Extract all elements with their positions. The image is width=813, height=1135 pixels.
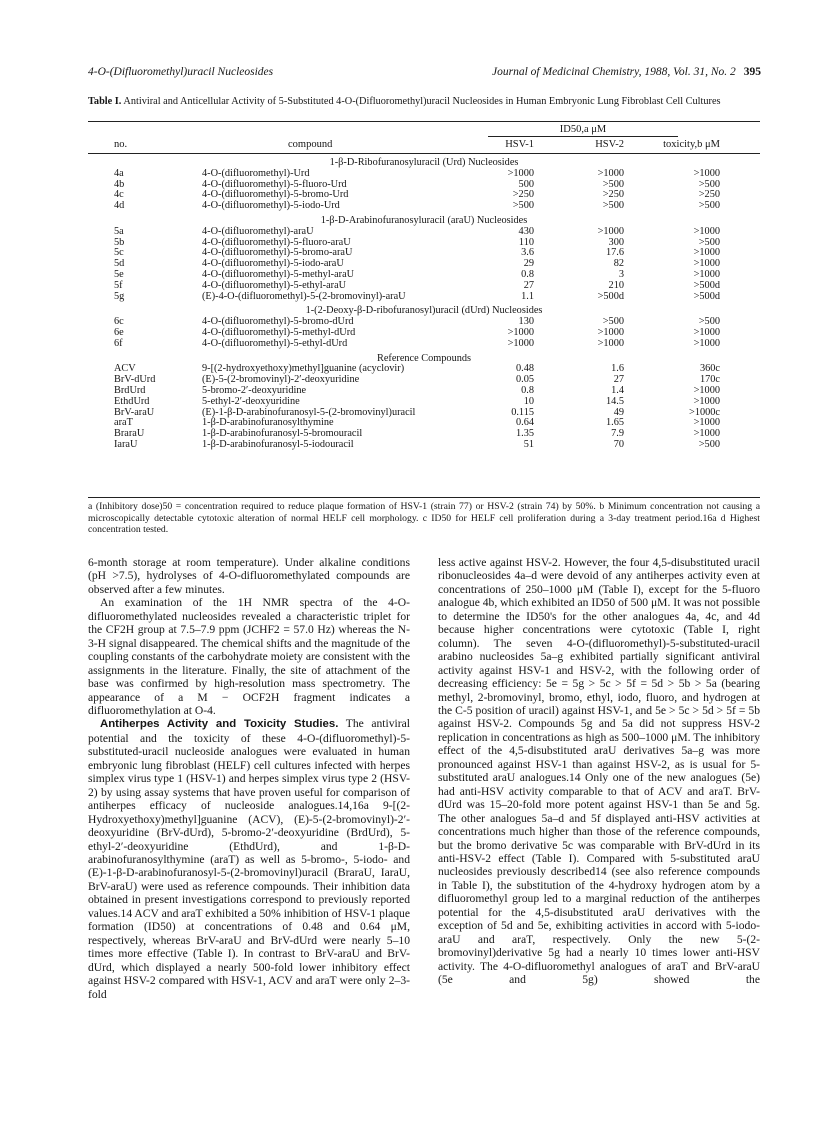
table-cell-no: 5b [114,236,125,248]
table-cell-hsv1: 110 [518,236,534,248]
table-cell-compound: 4-O-(difluoromethyl)-araU [202,225,314,237]
body-paragraph-with-subhead [88,717,410,1001]
table-cell-no: 4d [114,200,125,212]
table-cell-toxicity: >1000 [693,417,720,429]
body-paragraph: 6-month storage at room temperature). Under alkaline conditions (pH >7.5), hydrolyses of 4-O-difluoromethylated compounds are observed after a few minutes. [88,556,410,596]
table-cell-no: ACV [114,363,136,375]
table-cell-no: BrdUrd [114,385,146,396]
table-cell-toxicity: >500 [698,200,720,212]
group-header-id50: ID50,a μM [559,124,607,135]
table-cell-no: 5a [114,225,124,237]
table-cell-hsv1: 0.8 [521,385,534,396]
table-cell-toxicity: >500 [698,439,720,450]
table-cell-hsv1: 1.35 [515,428,534,440]
table-cell-toxicity: >1000 [693,167,720,179]
table-cell-toxicity: >500d [693,279,720,291]
table-cell-compound: 5-ethyl-2′-deoxyuridine [202,395,300,407]
table-footnote: a (Inhibitory dose)50 = concentration required to reduce plaque formation of HSV-1 (strain 77) or HSV-2 (strain 74) by 50%. b Minimum concentration not causing a microscopically detectable cytotoxic alteration of normal HELF cell morphology. c ID50 for HELF cell proliferation during a 3-day treatment period.16a d Highest concentration tested. [88,501,760,536]
table-cell-hsv2: >500 [602,316,624,328]
column-header-no: no. [114,139,128,150]
running-head-title: 4-O-(Difluoromethyl)uracil Nucleosides [88,66,274,78]
table-caption-text: Antiviral and Anticellular Activity of 5-Substituted 4-O-(Difluoromethyl)uracil Nucleosides in Human Embryonic Lung Fibroblast Cell Cultures [123,96,721,107]
data-table [88,121,760,499]
column-header-hsv2: HSV-2 [595,139,624,150]
table-cell-compound: 4-O-(difluoromethyl)-5-bromo-Urd [202,189,349,201]
table-cell-toxicity: 360c [699,363,720,375]
table-cell-hsv2: 1.4 [611,385,624,396]
table-cell-hsv1: 27 [523,279,534,291]
table-cell-toxicity: >1000c [689,406,720,418]
table-cell-hsv2: >500d [597,290,624,302]
table-cell-compound: 4-O-(difluoromethyl)-5-iodo-Urd [202,200,340,212]
table-cell-compound: 4-O-(difluoromethyl)-5-bromo-araU [202,247,353,259]
table-cell-hsv2: 300 [608,236,624,248]
table-cell-no: 5g [114,290,125,302]
table-cell-hsv2: 7.9 [611,428,624,440]
table-section-title: 1-(2-Deoxy-β-D-ribofuranosyl)uracil (dUrd) Nucleosides [305,305,543,317]
table-cell-hsv1: >500 [512,200,534,212]
table-cell-compound: 5-bromo-2′-deoxyuridine [202,385,307,396]
table-cell-compound: 1-β-D-arabinofuranosyl-5-bromouracil [202,428,363,440]
table-cell-hsv2: >1000 [597,167,624,179]
table-cell-no: BrV-dUrd [114,374,156,386]
table-cell-no: 5e [114,269,124,280]
table-bottom-rule [88,497,760,498]
table-cell-compound: 4-O-(difluoromethyl)-5-fluoro-Urd [202,178,347,190]
body-paragraph: less active against HSV-2. However, the four 4,5-disubstituted uracil ribonucleosides 4a–d were devoid of any antiherpes activity even at concentrations of 250–1000 μM (Table I), except for the 5-fluoro analogue 4b, which exhibited an ID50 of 500 μM. It was not possible to determine the ID50's for the other analogues 4a, 4c, and 4d because higher concentrations were cytotoxic (Table I, right column). The seven 4-O-(difluoromethyl)-5-substituted-uracil arabino nucleosides 5a–g exhibited partially significant antiviral activity against HSV-1 and HSV-2, with the following order of decreasing efficiency: 5e = 5g > 5c > 5f = 5d > 5b > 5a (bearing methyl, 2-bromovinyl, bromo, ethyl, iodo, fluoro, and hydrogen at the C-5 position of uracil) against HSV-1, and 5e > 5c > 5d > 5f = 5b against HSV-2. Compounds 5g and 5a did not suppress HSV-2 replication in concentrations as high as 500–1000 μM. The inhibitory effect of the 4,5-disubstituted araU derivatives 5a–g was more pronounced against HSV-1 than against HSV-2, as is usual for 5-substituted araU analogues.14 Only one of the new analogues (5e) had anti-HSV activity comparable to that of ACV and araT. BrV-dUrd was 15–20-fold more potent against HSV-1 than 5e and 5g. The other analogues 5a–d and 5f displayed anti-HSV activities at concentrations much higher than those of the reference compounds, but the bromo derivative 5c was comparable with BrV-dUrd in its anti-HSV-2 effect (Table I). Compared with 5-substituted araU nucleosides previously described14 (see also reference compounds in Table I), the substitution of the 4-hydroxy hydrogen atom by a difluoromethyl group led to a marginal reduction of the antiherpes potential for the 4,5-disubstituted araU derivatives with the exception of 5d and 5e, exhibiting activities in accord with 5-iodo-araU and araT, respectively. Only the new 5-(2-bromovinyl)derivative 5g had a nearly 10 times lower anti-HSV activity. The 4-O-difluoromethyl analogues of araT and BrV-araU (5e and 5g) showed the [438,556,760,987]
table-cell-hsv2: 27 [613,374,624,386]
table-cell-hsv1: 430 [518,225,534,237]
table-cell-no: 4b [114,178,125,190]
table-cell-compound: 4-O-(difluoromethyl)-Urd [202,167,310,179]
table-caption [88,96,760,108]
table-cell-compound: (E)-1-β-D-arabinofuranosyl-5-(2-bromovinyl)uracil [202,406,416,418]
table-cell-compound: 1-β-D-arabinofuranosylthymine [202,417,334,429]
table-cell-hsv1: >250 [512,189,534,201]
table-cell-hsv2: >500 [602,200,624,212]
table-cell-hsv1: 51 [523,439,534,450]
column-header-hsv1: HSV-1 [505,139,534,150]
table-cell-hsv1: 3.6 [521,247,534,259]
table-cell-no: 5d [114,258,125,270]
table-cell-hsv1: 0.64 [515,417,534,429]
table-cell-hsv2: 1.6 [611,363,624,375]
table-cell-no: 5c [114,247,124,259]
table-cell-compound: (E)-4-O-(difluoromethyl)-5-(2-bromovinyl)-araU [202,290,406,302]
table-cell-compound: 4-O-(difluoromethyl)-5-ethyl-araU [202,279,347,291]
table-cell-hsv2: 17.6 [605,247,624,259]
body-paragraph: An examination of the 1H NMR spectra of the 4-O-difluoromethylated nucleosides revealed a characteristic triplet for the CF2H group at 7.5–7.9 ppm (JCHF2 = 57.0 Hz) whereas the N-3-H signal disappeared. The chemical shifts and the magnitude of the coupling constants of the carbohydrate moiety are consistent with the assignments in the literature. Finally, the site of attachment of the base was confirmed by high-resolution mass spectrometry. The appearance of a M − OCF2H fragment indicates a difluoromethylation at O-4. [88,596,410,717]
section-subhead: Antiherpes Activity and Toxicity Studies. [100,718,339,731]
column-header-toxicity: toxicity,b μM [663,139,720,150]
table-cell-no: IaraU [114,439,138,450]
table-section-title: Reference Compounds [376,352,472,364]
table-cell-hsv1: 500 [518,178,534,190]
table-cell-hsv2: >250 [602,189,624,201]
table-cell-toxicity: >1000 [693,395,720,407]
table-cell-toxicity: >500 [698,178,720,190]
table-cell-toxicity: >1000 [693,337,720,349]
table-cell-hsv1: 0.48 [515,363,534,375]
body-column-right [438,556,760,987]
table-cell-toxicity: >500 [698,236,720,248]
table-cell-compound: 4-O-(difluoromethyl)-5-methyl-dUrd [202,327,356,338]
table-label: Table I. [88,96,122,107]
table-cell-hsv2: >1000 [597,337,624,349]
table-cell-toxicity: >1000 [693,428,720,440]
column-header-compound: compound [288,139,333,150]
table-cell-toxicity: >1000 [693,247,720,259]
table-top-rule [88,121,760,122]
table-cell-hsv1: 29 [523,258,534,270]
table-cell-hsv1: 0.115 [511,406,534,418]
table-cell-toxicity: >1000 [693,385,720,396]
table-section-title: 1-β-D-Arabinofuranosyluracil (araU) Nucleosides [320,215,528,226]
table-cell-compound: 4-O-(difluoromethyl)-5-ethyl-dUrd [202,337,348,349]
table-cell-hsv2: 3 [618,269,624,280]
table-cell-hsv1: 1.1 [521,290,534,302]
table-cell-hsv1: 10 [523,395,534,407]
journal-citation: Journal of Medicinal Chemistry, 1988, Vol. 31, No. 2 [492,66,736,78]
table-cell-hsv1: >1000 [507,327,534,338]
table-cell-toxicity: >500d [693,290,720,302]
table-header-rule [88,153,760,154]
table-cell-compound: 4-O-(difluoromethyl)-5-bromo-dUrd [202,316,354,328]
table-cell-hsv2: 14.5 [605,395,624,407]
table-cell-hsv1: >1000 [507,167,534,179]
table-cell-compound: 4-O-(difluoromethyl)-5-methyl-araU [202,269,355,280]
table-cell-no: BrV-araU [114,406,155,418]
table-cell-hsv1: 0.05 [515,374,534,386]
table-cell-toxicity: >1000 [693,327,720,338]
running-head-journal [492,66,761,78]
table-cell-no: BraraU [114,428,145,440]
table-cell-hsv1: 0.8 [521,269,534,280]
table-cell-toxicity: >1000 [693,258,720,270]
table-cell-hsv1: >1000 [507,337,534,349]
table-cell-compound: (E)-5-(2-bromovinyl)-2′-deoxyuridine [202,374,360,386]
table-cell-no: 6c [114,316,124,328]
subhead-paragraph-text: The antiviral potential and the toxicity of these 4-O-(difluoromethyl)-5-substituted-uracil nucleoside analogues were evaluated in human embryonic lung fibroblast (HELF) cell cultures infected with herpes simplex virus type 1 (HSV-1) and herpes simplex virus type 2 (HSV-2) by using assay systems that have proven useful for comparison of antiherpes efficacy of nucleoside analogues.14,16a 9-[(2-Hydroxyethoxy)methyl]guanine (ACV), (E)-5-(2-bromovinyl)-2′-deoxyuridine (BrV-dUrd), 5-bromo-2′-deoxyuridine (BrdUrd), 5-ethyl-2′-deoxyuridine (EthdUrd), and 1-β-D-arabinofuranosylthymine (araT) as well as 5-bromo-, 5-iodo- and (E)-1-β-D-arabinofuranosyl-5-(2-bromovinyl)uracil (BraraU, IaraU, BrV-araU) were used as reference compounds. Their inhibition data obtained in present investigations correspond to previously reported values.14 ACV and araT exhibited a 50% inhibition of HSV-1 plaque formation (ID50) at concentrations of 0.48 and 0.64 μM, respectively, whereas BrV-araU and BrV-dUrd were nearly 5–10 times more effective (Table I). In contrast to BrV-araU and BrV-dUrd, which displayed a nearly 500-fold lower inhibitory effect against HSV-2 compared with HSV-1, ACV and araT were only 2–3-fold [88,717,410,1001]
table-cell-toxicity: >250 [698,189,720,201]
table-cell-hsv2: 49 [613,406,624,418]
table-cell-toxicity: 170c [699,374,720,386]
table-cell-toxicity: >500 [698,316,720,328]
table-cell-hsv2: >1000 [597,225,624,237]
body-column-left [88,556,410,1001]
table-cell-hsv2: 210 [608,279,624,291]
table-cell-hsv2: 70 [613,439,624,450]
table-cell-compound: 1-β-D-arabinofuranosyl-5-iodouracil [202,439,354,450]
table-cell-no: EthdUrd [114,395,150,407]
table-cell-hsv2: >1000 [597,327,624,338]
table-cell-hsv2: 1.65 [605,417,624,429]
table-cell-hsv1: 130 [518,316,534,328]
table-cell-hsv2: 82 [613,258,624,270]
table-cell-compound: 4-O-(difluoromethyl)-5-iodo-araU [202,258,344,270]
table-cell-no: 5f [114,279,123,291]
table-cell-compound: 9-[(2-hydroxyethoxy)methyl]guanine (acyclovir) [202,363,405,375]
group-header-rule [488,136,678,137]
table-cell-hsv2: >500 [602,178,624,190]
table-cell-toxicity: >1000 [693,225,720,237]
page-number: 395 [743,66,761,78]
running-head [88,66,761,82]
table-cell-no: 4a [114,167,124,179]
table-cell-no: araT [114,417,133,429]
table-cell-toxicity: >1000 [693,269,720,280]
table-cell-no: 6e [114,327,124,338]
table-cell-no: 4c [114,189,124,201]
table-cell-no: 6f [114,337,123,349]
table-cell-compound: 4-O-(difluoromethyl)-5-fluoro-araU [202,236,351,248]
table-section-title: 1-β-D-Ribofuranosyluracil (Urd) Nucleosides [329,157,519,168]
